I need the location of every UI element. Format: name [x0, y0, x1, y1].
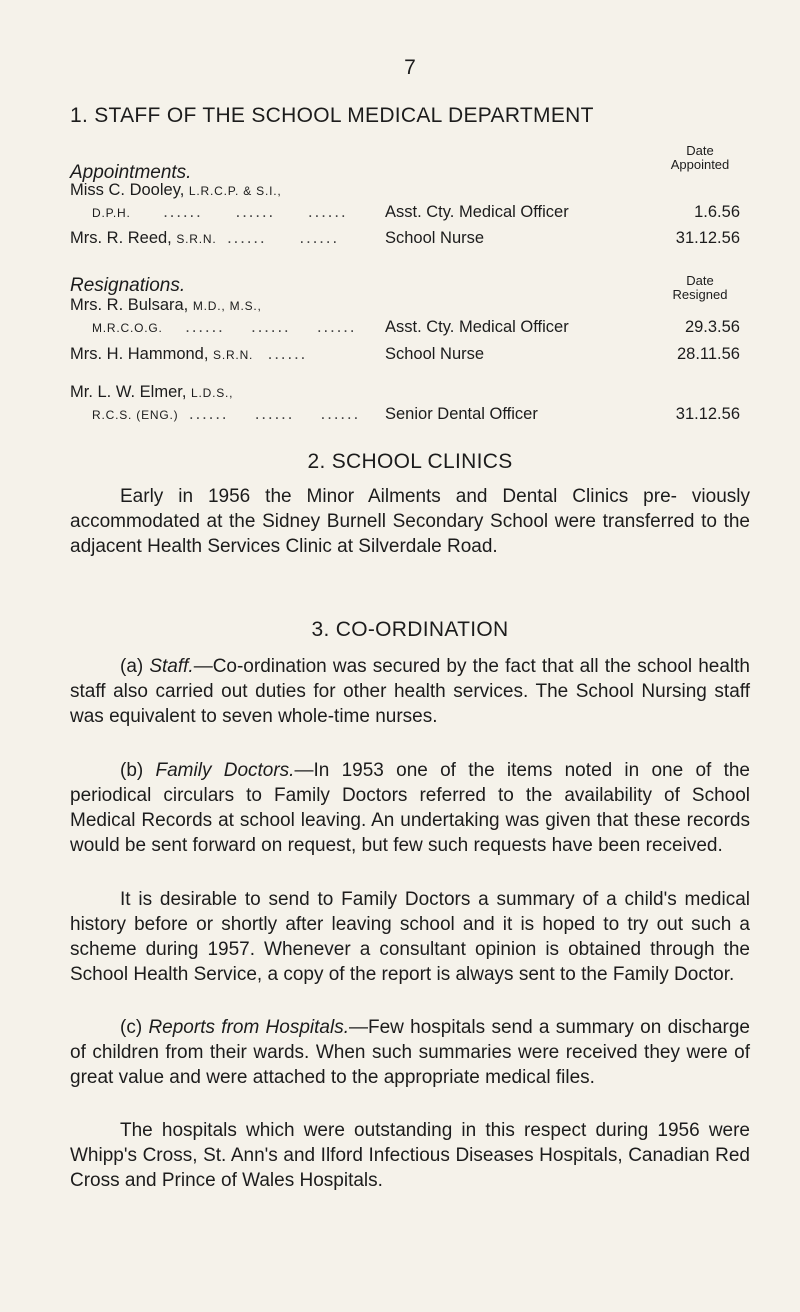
section-2-title: 2. SCHOOL CLINICS	[307, 450, 513, 473]
staff-date: 28.11.56	[676, 345, 740, 363]
staff-qualifications: M.D., M.S.,	[192, 299, 262, 313]
section-3-title: 3. CO-ORDINATION	[311, 618, 509, 641]
resignation-row	[70, 345, 750, 367]
staff-role: School Nurse	[385, 229, 485, 247]
dot-leader: ......	[267, 345, 308, 363]
staff-role: Senior Dental Officer	[385, 405, 538, 423]
staff-qualifications: S.R.N.	[213, 348, 254, 362]
page-number: 7	[404, 56, 416, 79]
hospital-reports-paragraph: (c) Reports from Hospitals.—Few hospitals send a summary on discharge of children from their wards. When such summaries were received they were of great value and were attached to the appropriate medical files.	[70, 1017, 750, 1088]
dot-leader: ...... ...... ......	[189, 405, 361, 423]
outstanding-hospitals-paragraph: The hospitals which were outstanding in this respect during 1956 were Whipp's Cross, St. Ann's and Ilford Infectious Diseases Hospitals, Canadian Red Cross and Prince of Wales Hospitals.	[70, 1120, 750, 1191]
staff-role: Asst. Cty. Medical Officer	[385, 318, 569, 336]
staff-date: 31.12.56	[675, 405, 740, 423]
appointment-row	[70, 181, 750, 225]
staff-role: Asst. Cty. Medical Officer	[385, 203, 569, 221]
dot-leader: ...... ...... ......	[163, 203, 348, 221]
hospital-reports-subheading: Reports from Hospitals.	[148, 1017, 349, 1038]
school-clinics-paragraph: Early in 1956 the Minor Ailments and Dental Clinics pre- viously accommodated at the Sidney Burnell Secondary School were transferred to the adjacent Health Services Clinic at Silverdale Road.	[70, 486, 750, 557]
section-1-title: 1. STAFF OF THE SCHOOL MEDICAL DEPARTMENT	[70, 104, 594, 127]
date-appointed-header: Date Appointed	[670, 143, 730, 172]
resignation-row	[70, 383, 750, 427]
staff-name: Miss C. Dooley,	[70, 181, 189, 199]
staff-qualifications: M.R.C.O.G.	[92, 321, 163, 335]
dot-leader: ...... ...... ......	[185, 318, 357, 336]
resignations-heading: Resignations.	[70, 275, 186, 296]
staff-qualifications: R.C.S. (ENG.)	[92, 408, 179, 422]
staff-date: 1.6.56	[694, 203, 740, 221]
coordination-staff-paragraph: (a) Staff.—Co-ordination was secured by the fact that all the school health staff also carried out duties for other health services. The School Nursing staff was equivalent to seven whole-time nurses.	[70, 656, 750, 727]
staff-name: Mrs. R. Bulsara,	[70, 296, 193, 314]
staff-name: Mrs. H. Hammond,	[70, 345, 214, 363]
family-doctors-paragraph: (b) Family Doctors.—In 1953 one of the items noted in one of the periodical circulars to Family Doctors referred to the availability of School Medical Records at school leaving. An undertaking was given that these records would be sent forward on request, but few such requests have been received.	[70, 760, 750, 856]
staff-name: Mr. L. W. Elmer,	[70, 383, 192, 401]
date-resigned-header: Date Resigned	[672, 273, 728, 302]
staff-qualifications: S.R.N.	[176, 232, 217, 246]
family-doctors-subheading: Family Doctors.	[155, 760, 295, 781]
dot-leader: ...... ......	[227, 229, 340, 247]
staff-qualifications: L.R.C.P. & S.I.,	[188, 184, 282, 198]
appointment-row	[70, 229, 750, 251]
appointments-heading: Appointments.	[70, 162, 192, 183]
resignation-row	[70, 296, 750, 340]
staff-role: School Nurse	[385, 345, 485, 363]
staff-date: 31.12.56	[675, 229, 740, 247]
staff-qualifications: D.P.H.	[92, 206, 131, 220]
staff-name: Mrs. R. Reed,	[70, 229, 177, 247]
staff-subheading: Staff.	[149, 656, 194, 677]
staff-qualifications: L.D.S.,	[191, 386, 234, 400]
staff-date: 29.3.56	[684, 318, 740, 336]
family-doctors-summary-paragraph: It is desirable to send to Family Doctors a summary of a child's medical history before or shortly after leaving school and it is hoped to try out such a scheme during 1957. Whenever a consultant opinion is obtained through the School Health Service, a copy of the report is always sent to the Family Doctor.	[70, 889, 750, 985]
